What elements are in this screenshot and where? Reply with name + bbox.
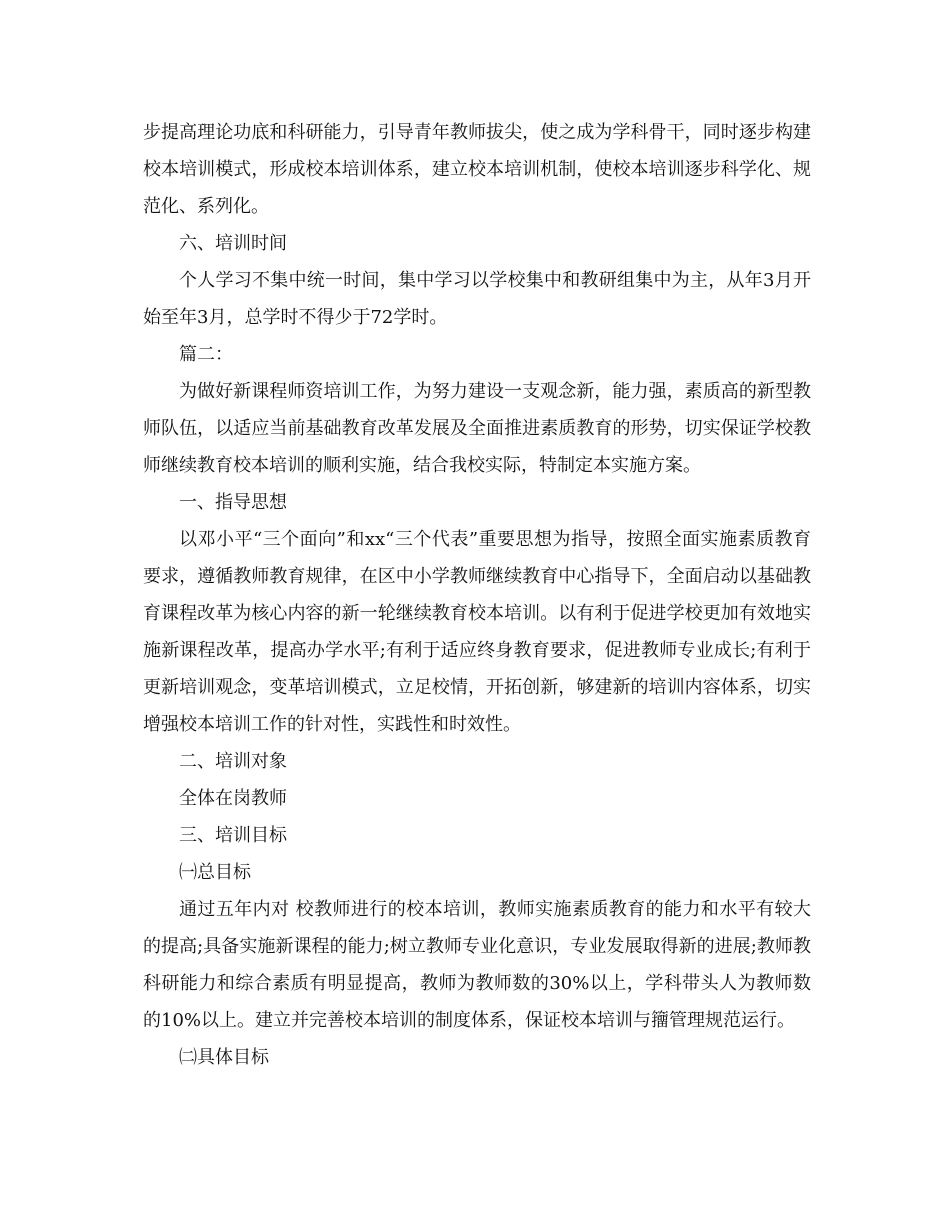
section-heading-part-two: 篇二： bbox=[179, 344, 233, 365]
subsection-heading-specific-goals: ㈡具体目标 bbox=[179, 1047, 269, 1068]
subsection-heading-overall-goal: ㈠总目标 bbox=[179, 862, 251, 883]
paragraph-continued: 步提高理论功底和科研能力，引导青年教师拔尖，使之成为学科骨干，同时逐步构建校本培训模式，形成校本培训体系，建立校本培训机制，使校本培训逐步科学化、规范化、系列化。 bbox=[143, 122, 811, 217]
document-body bbox=[143, 114, 811, 1076]
section-heading-guiding-ideology: 一、指导思想 bbox=[179, 492, 287, 513]
paragraph-training-time: 个人学习不集中统一时间，集中学习以学校集中和教研组集中为主，从年3月开始至年3月，总学时不得少于72学时。 bbox=[143, 270, 811, 328]
section-heading-training-time: 六、培训时间 bbox=[179, 233, 287, 254]
paragraph-training-targets: 全体在岗教师 bbox=[179, 788, 287, 809]
paragraph-intro: 为做好新课程师资培训工作，为努力建设一支观念新，能力强，素质高的新型教师队伍，以适应当前基础教育改革发展及全面推进素质教育的形势，切实保证学校教师继续教育校本培训的顺利实施，结合我校实际，特制定本实施方案。 bbox=[143, 381, 811, 476]
section-heading-training-targets: 二、培训对象 bbox=[179, 751, 287, 772]
paragraph-guiding-ideology: 以邓小平“三个面向”和xx“三个代表”重要思想为指导，按照全面实施素质教育要求，遵循教师教育规律，在区中小学教师继续教育中心指导下，全面启动以基础教育课程改革为核心内容的新一轮继续教育校本培训。以有利于促进学校更加有效地实施新课程改革，提高办学水平;有利于适应终身教育要求，促进教师专业成长;有利于更新培训观念，变革培训模式，立足校情，开拓创新，够建新的培训内容体系，切实增强校本培训工作的针对性，实践性和时效性。 bbox=[143, 529, 811, 735]
paragraph-overall-goal: 通过五年内对 校教师进行的校本培训，教师实施素质教育的能力和水平有较大的提高;具备实施新课程的能力;树立教师专业化意识，专业发展取得新的进展;教师教科研能力和综合素质有明显提高，教师为教师数的30%以上，学科带头人为教师数的10%以上。建立并完善校本培训的制度体系，保证校本培训与籒管理规范运行。 bbox=[143, 899, 811, 1031]
section-heading-training-goals: 三、培训目标 bbox=[179, 825, 287, 846]
